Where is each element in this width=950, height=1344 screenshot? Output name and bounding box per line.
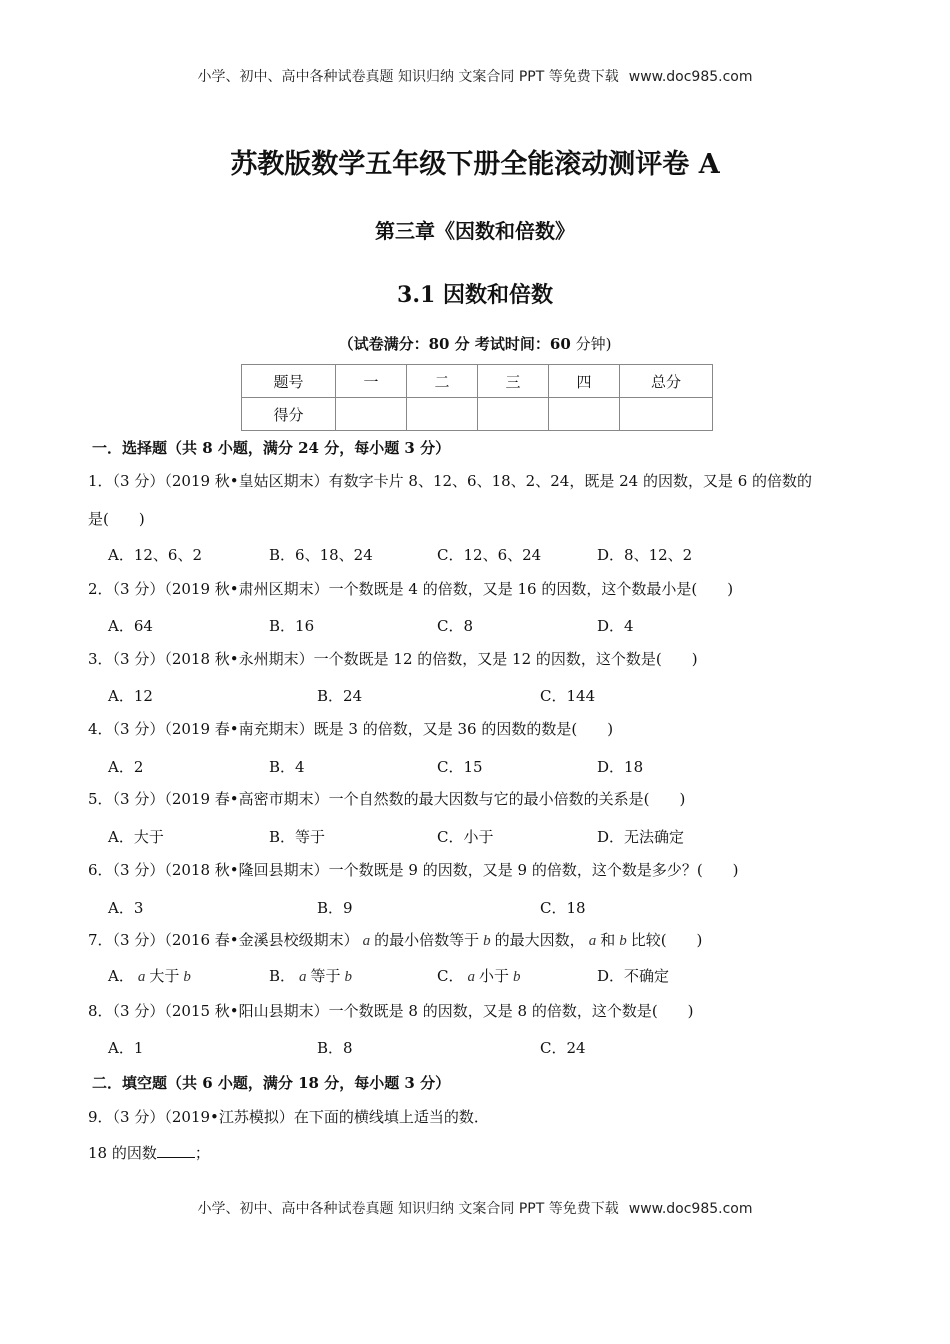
option-d[interactable]: D．不确定 [597,967,670,985]
option-c[interactable]: C．12、6、24 [437,546,542,564]
section-heading-choice: 一．选择题（共 8 小题，满分 24 分，每小题 3 分） [92,439,451,457]
table-cell: 总分 [620,365,713,398]
table-cell: 题号 [242,365,336,398]
answer-blank[interactable] [157,1143,195,1158]
option-c[interactable]: C．18 [540,899,586,917]
question-1-cont: 是( ) [88,510,145,528]
table-cell: 得分 [242,398,336,431]
question-3: 3．（3 分）（2018 秋•永州期末）一个数既是 12 的倍数，又是 12 的因数，这个数是( ) [88,650,698,668]
option-d[interactable]: D．无法确定 [597,828,685,846]
table-cell: 一 [336,365,407,398]
option-a[interactable]: A．大于 [108,828,164,846]
option-c[interactable]: C．8 [437,617,474,635]
option-a[interactable]: A．2 [108,758,144,776]
page-header [0,66,950,86]
option-c[interactable]: C．小于 [437,828,494,846]
option-b[interactable]: B．4 [269,758,305,776]
table-cell: 二 [407,365,478,398]
question-5: 5．（3 分）（2019 春•高密市期末）一个自然数的最大因数与它的最小倍数的关系是( ) [88,790,686,808]
section-heading-fill: 二．填空题（共 6 小题，满分 18 分，每小题 3 分） [92,1074,451,1092]
option-b[interactable]: B．8 [317,1039,353,1057]
score-table [241,364,713,431]
option-a[interactable]: A．1 [108,1039,144,1057]
question-6: 6．（3 分）（2018 秋•隆回县期末）一个数既是 9 的因数，又是 9 的倍数，这个数是多少？( ) [88,861,739,879]
chapter-title: 第三章《因数和倍数》 [375,219,575,243]
question-9: 9．（3 分）（2019•江苏模拟）在下面的横线填上适当的数． [88,1108,489,1126]
score-entry-cell[interactable] [336,398,407,431]
option-d[interactable]: D．8、12、2 [597,546,693,564]
option-b[interactable]: B．16 [269,617,315,635]
variable-a: a [588,933,597,949]
table-cell: 四 [549,365,620,398]
score-entry-cell[interactable] [549,398,620,431]
footer-url[interactable]: www.doc985.com [628,1201,753,1217]
option-b[interactable]: B．6、18、24 [269,546,373,564]
exam-meta: （试卷满分：80 分 考试时间：60 分钟) [338,335,612,353]
variable-b: b [619,933,627,949]
question-4: 4．（3 分）（2019 春•南充期末）既是 3 的倍数，又是 36 的因数的数是( ) [88,720,614,738]
question-1: 1．（3 分）（2019 秋•皇姑区期末）有数字卡片 8、12、6、18、2、24，既是 24 的因数，又是 6 的倍数的 [88,472,813,490]
question-9-line2: 18 的因数 ； [88,1144,210,1162]
option-c[interactable]: C．144 [540,687,596,705]
question-2: 2．（3 分）（2019 秋•肃州区期末）一个数既是 4 的倍数，又是 16 的因数，这个数最小是( ) [88,580,734,598]
option-c[interactable]: C．15 [437,758,483,776]
option-a[interactable]: A．12、6、2 [108,546,203,564]
score-entry-cell[interactable] [407,398,478,431]
option-c[interactable]: C． a 小于 b [437,967,521,985]
header-url[interactable]: www.doc985.com [628,69,753,85]
option-a[interactable]: A． a 大于 b [108,967,191,985]
score-table-score-row [242,398,713,431]
option-b[interactable]: B．24 [317,687,363,705]
variable-a: a [362,933,371,949]
option-d[interactable]: D．18 [597,758,644,776]
score-table-header-row [242,365,713,398]
option-b[interactable]: B． a 等于 b [269,967,353,985]
option-b[interactable]: B．等于 [269,828,326,846]
score-entry-cell[interactable] [478,398,549,431]
option-d[interactable]: D．4 [597,617,634,635]
option-b[interactable]: B．9 [317,899,353,917]
page-footer [0,1198,950,1218]
header-text: 小学、初中、高中各种试卷真题 知识归纳 文案合同 PPT 等免费下载 [197,69,619,85]
table-cell: 三 [478,365,549,398]
question-8: 8．（3 分）（2015 秋•阳山县期末）一个数既是 8 的因数，又是 8 的倍数，这个数是( ) [88,1002,694,1020]
option-a[interactable]: A．64 [108,617,153,635]
question-7: 7．（3 分）（2016 春•金溪县校级期末） a 的最小倍数等于 b 的最大因数， a 和 b 比较( ) [88,931,703,949]
score-entry-cell[interactable] [620,398,713,431]
variable-b: b [483,933,491,949]
section-title: 3.1 因数和倍数 [397,282,553,308]
footer-text: 小学、初中、高中各种试卷真题 知识归纳 文案合同 PPT 等免费下载 [197,1201,619,1217]
option-a[interactable]: A．12 [108,687,153,705]
exam-title: 苏教版数学五年级下册全能滚动测评卷 A [230,149,720,180]
option-c[interactable]: C．24 [540,1039,586,1057]
option-a[interactable]: A．3 [108,899,144,917]
